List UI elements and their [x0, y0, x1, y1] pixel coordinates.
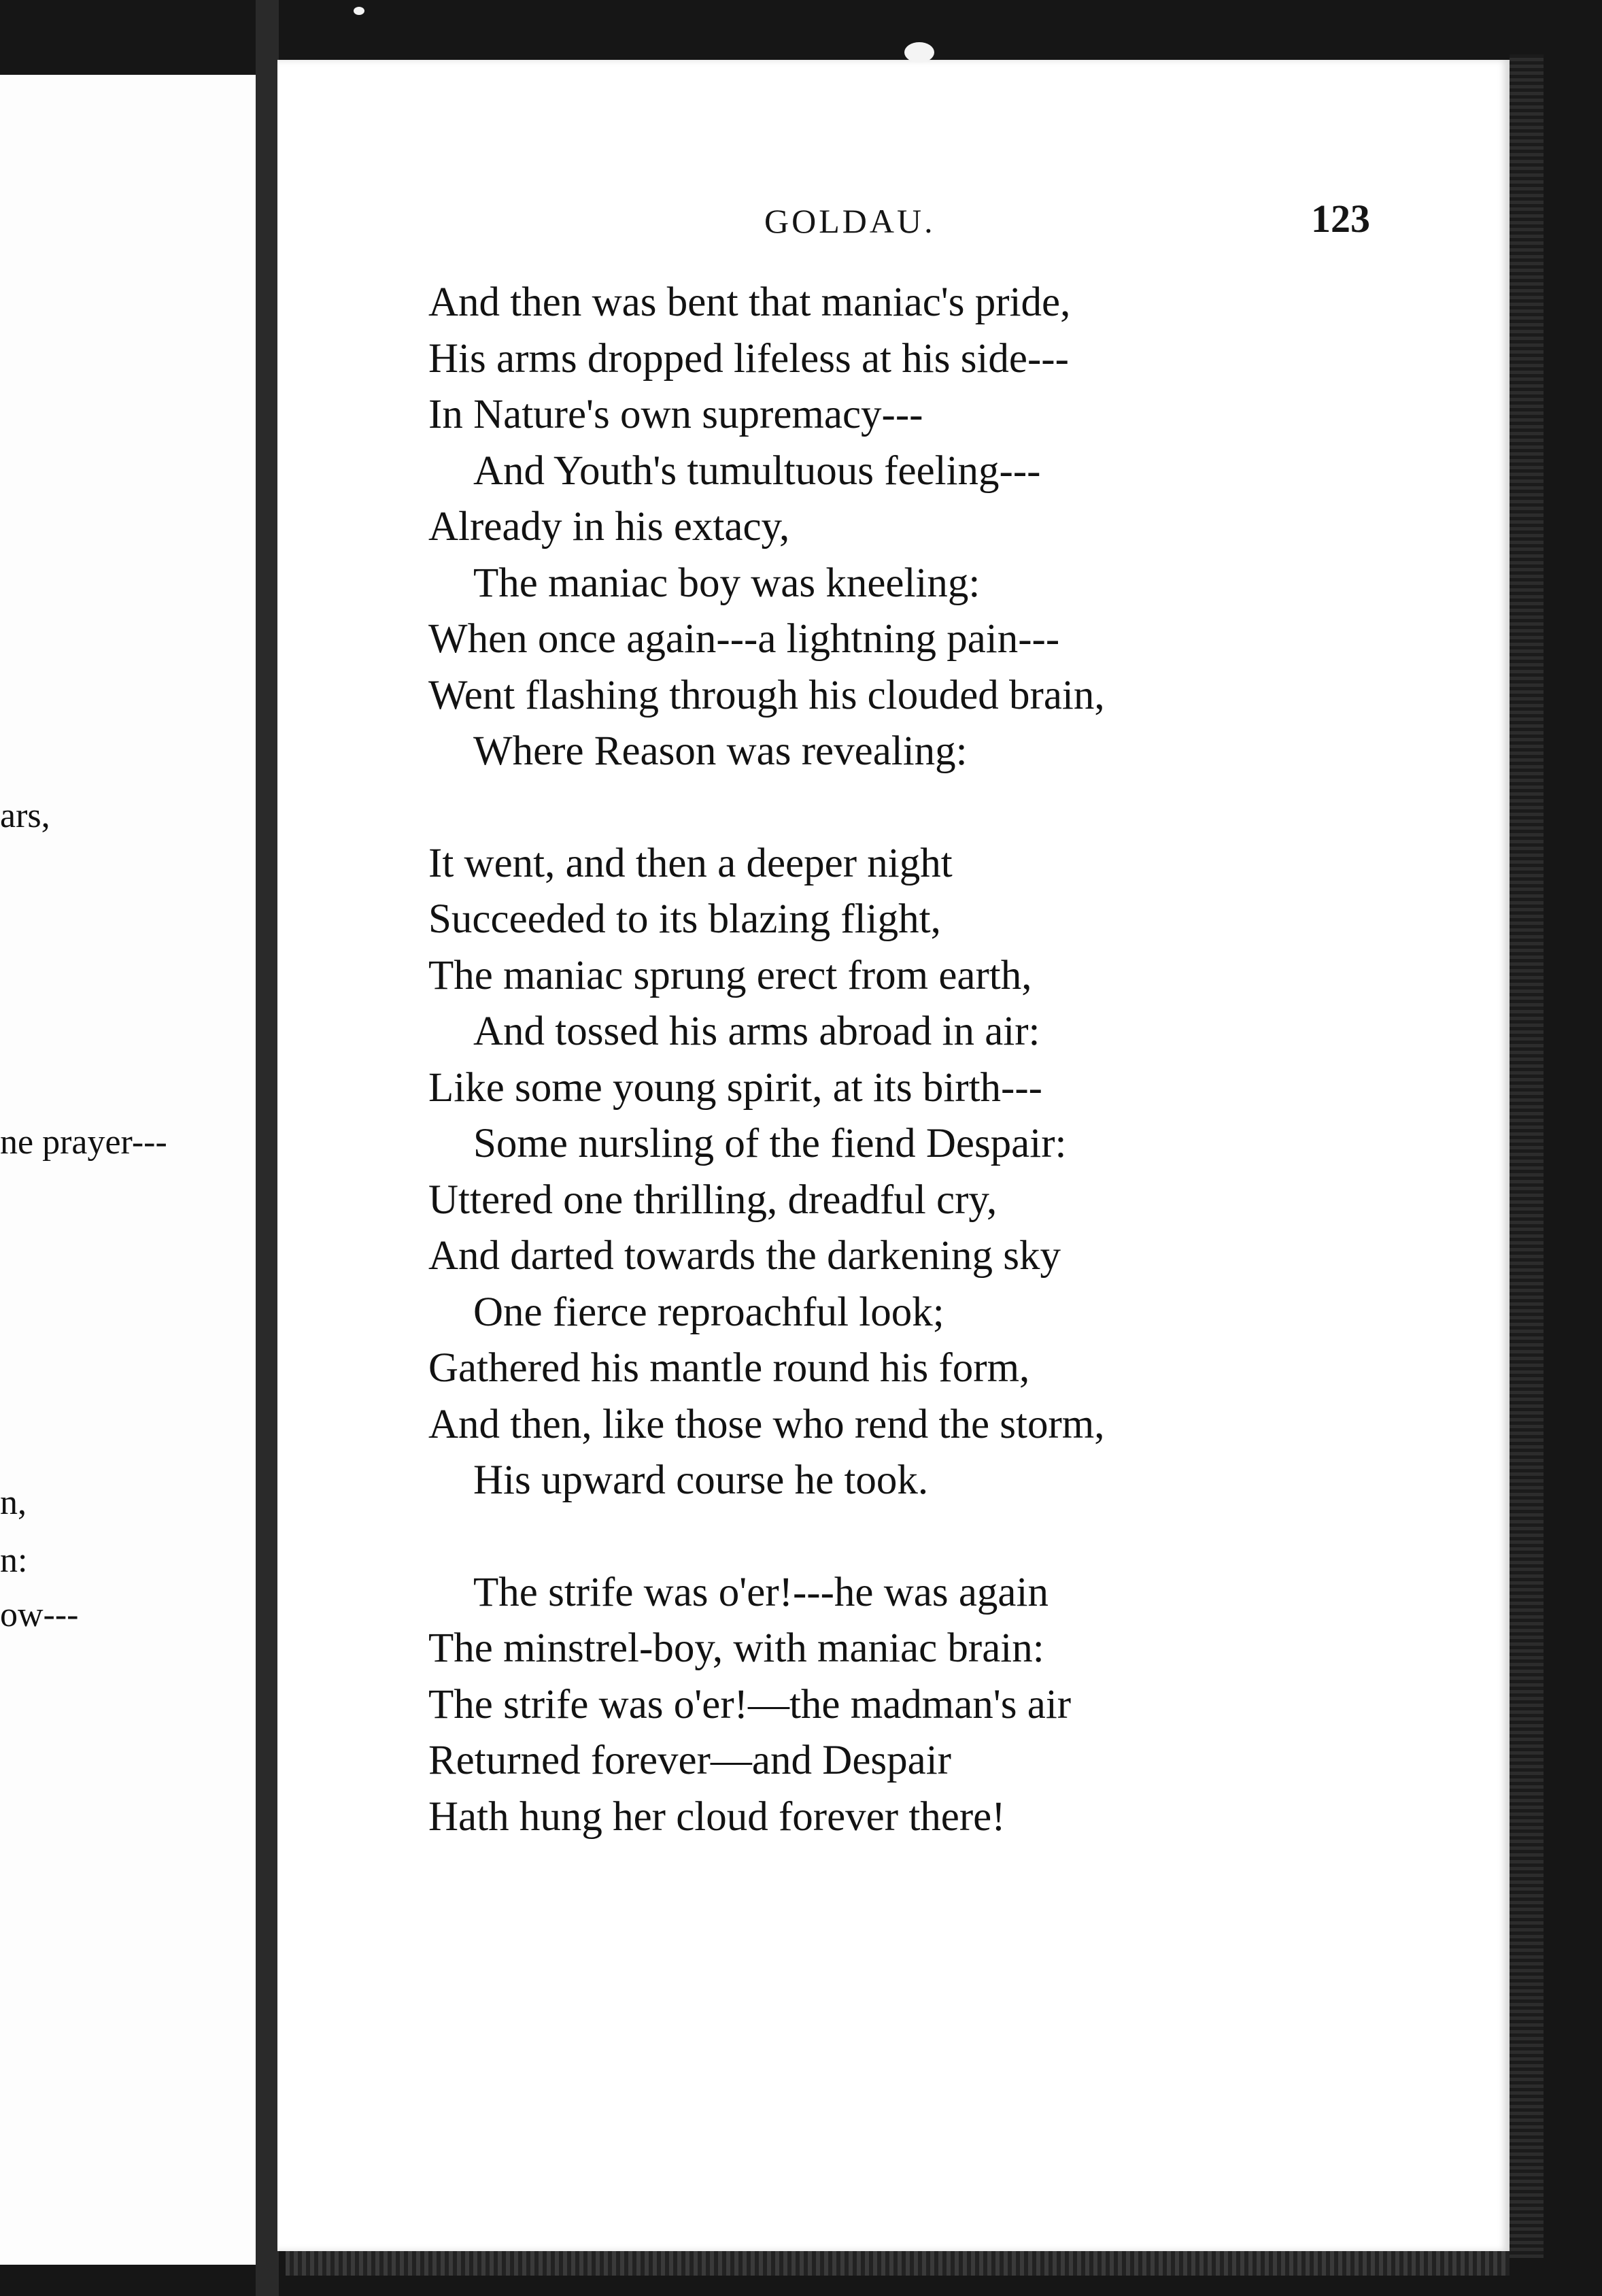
- book-bottom-edge: [286, 2248, 1510, 2276]
- poem-line: His arms dropped lifeless at his side---: [428, 335, 1069, 382]
- book-right-edge: [1510, 54, 1544, 2258]
- poem-line: Gathered his mantle round his form,: [428, 1345, 1030, 1391]
- poem-line: His upward course he took.: [473, 1457, 929, 1503]
- poem-line: Already in his extacy,: [428, 504, 790, 550]
- left-page-fragment: n:: [0, 1541, 28, 1580]
- poem-line: When once again---a lightning pain---: [428, 616, 1060, 662]
- poem-line: In Nature's own supremacy---: [428, 392, 923, 437]
- poem-line: The strife was o'er!—the madman's air: [428, 1681, 1072, 1727]
- left-page-fragment: ars,: [0, 796, 50, 835]
- paper-speck: [354, 7, 364, 15]
- book-gutter: [256, 0, 279, 2296]
- poem-line: Hath hung her cloud forever there!: [428, 1793, 1006, 1840]
- poem-line: It went, and then a deeper night: [428, 840, 953, 886]
- poem-line: One fierce reproachful look;: [473, 1289, 944, 1335]
- poem-line: Where Reason was revealing:: [473, 728, 968, 774]
- page-number: 123: [1311, 197, 1370, 241]
- paper-speck: [904, 42, 934, 63]
- poem-line: The minstrel-boy, with maniac brain:: [428, 1625, 1044, 1671]
- poem-line: Uttered one thrilling, dreadful cry,: [428, 1177, 998, 1223]
- running-head: GOLDAU.: [764, 202, 936, 240]
- poem-text: [428, 275, 1489, 1901]
- stanza: [428, 1565, 1489, 1846]
- left-page-fragment: ow---: [0, 1596, 79, 1634]
- poem-line: And Youth's tumultuous feeling---: [473, 448, 1041, 494]
- poem-line: Went flashing through his clouded brain,: [428, 672, 1105, 718]
- poem-line: The strife was o'er!---he was again: [473, 1569, 1049, 1615]
- poem-line: Succeeded to its blazing flight,: [428, 896, 941, 942]
- stanza: [428, 836, 1489, 1509]
- poem-line: Some nursling of the fiend Despair:: [473, 1121, 1067, 1166]
- poem-line: Returned forever—and Despair: [428, 1738, 951, 1783]
- left-page: [0, 75, 258, 2265]
- poem-line: Like some young spirit, at its birth---: [428, 1064, 1042, 1111]
- poem-line: The maniac boy was kneeling:: [473, 560, 981, 606]
- poem-line: And then was bent that maniac's pride,: [428, 280, 1071, 325]
- poem-line: And then, like those who rend the storm,: [428, 1401, 1105, 1447]
- right-page: [277, 60, 1510, 2251]
- left-page-fragment: ne prayer---: [0, 1123, 167, 1162]
- poem-line: And tossed his arms abroad in air:: [473, 1009, 1040, 1054]
- poem-line: The maniac sprung erect from earth,: [428, 952, 1032, 998]
- poem-line: And darted towards the darkening sky: [428, 1233, 1061, 1279]
- stanza: [428, 275, 1489, 780]
- left-page-fragment: n,: [0, 1483, 27, 1522]
